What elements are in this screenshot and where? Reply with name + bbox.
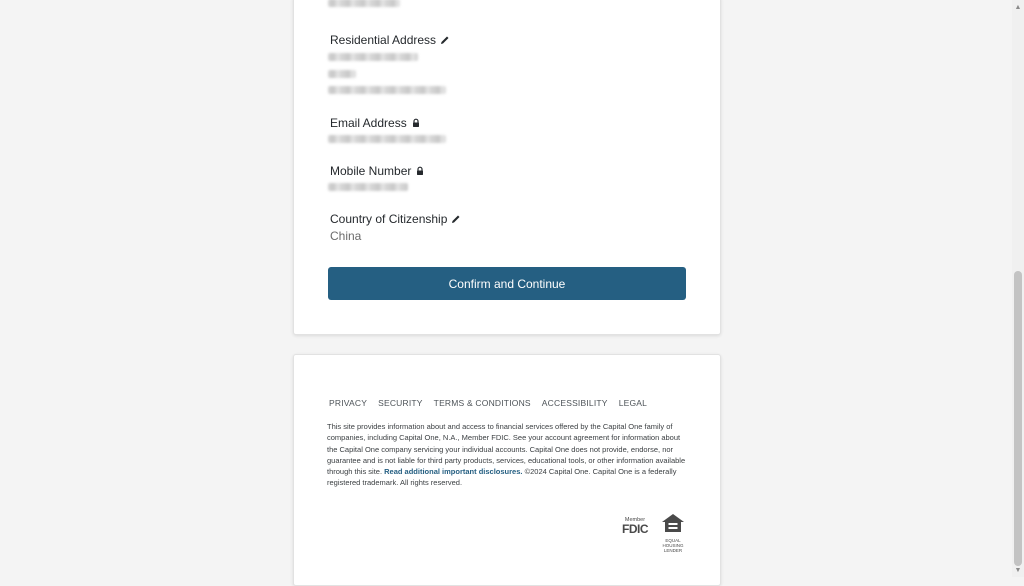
lock-icon: [411, 118, 421, 128]
equal-housing-lender-logo: EQUAL HOUSING LENDER: [660, 513, 686, 553]
mobile-number-label: Mobile Number: [330, 164, 425, 178]
email-address-label: Email Address: [330, 116, 421, 130]
redacted-address-line-1: [328, 53, 418, 61]
footer-nav: [329, 398, 647, 408]
scrollbar-thumb[interactable]: [1014, 271, 1022, 566]
house-icon: [661, 513, 685, 533]
vertical-scrollbar[interactable]: [1012, 0, 1024, 577]
member-fdic-logo: Member FDIC: [622, 517, 648, 536]
scroll-down-arrow-icon[interactable]: ▼: [1014, 566, 1022, 574]
confirm-and-continue-button[interactable]: Confirm and Continue: [328, 267, 686, 300]
redacted-address-line-2: [328, 70, 356, 78]
redacted-email: [328, 135, 446, 143]
lock-icon: [415, 166, 425, 176]
accessibility-link[interactable]: ACCESSIBILITY: [541, 398, 608, 408]
redacted-address-line-3: [328, 86, 446, 94]
scroll-up-arrow-icon[interactable]: ▲: [1014, 3, 1022, 11]
redacted-value: [328, 0, 400, 7]
residential-address-label: Residential Address: [330, 33, 450, 47]
footer-card: [293, 354, 721, 586]
terms-link[interactable]: TERMS & CONDITIONS: [433, 398, 531, 408]
privacy-link[interactable]: PRIVACY: [329, 398, 368, 408]
pencil-icon[interactable]: [451, 214, 461, 224]
citizenship-value: China: [330, 229, 362, 243]
additional-disclosures-link[interactable]: Read additional important disclosures.: [384, 467, 523, 477]
disclosure-text: This site provides information about and access to financial services offered by the Capital One family of companies, including Capital One, N.A., Member FDIC. See your account agreement for information about the Capital One company servicing your individual accounts. Capital One does not provide, endorse, nor guarantee and is not liable for third party products, services, educational tools, or other information available through this site. Read additional important disclosures. ©2024 Capital One. Capital One is a federally registered trademark. All rights reserved.: [327, 422, 686, 488]
redacted-mobile: [328, 183, 408, 191]
security-link[interactable]: SECURITY: [378, 398, 423, 408]
citizenship-label: Country of Citizenship: [330, 212, 461, 226]
pencil-icon[interactable]: [440, 35, 450, 45]
legal-link[interactable]: LEGAL: [618, 398, 648, 408]
profile-card: [293, 0, 721, 335]
